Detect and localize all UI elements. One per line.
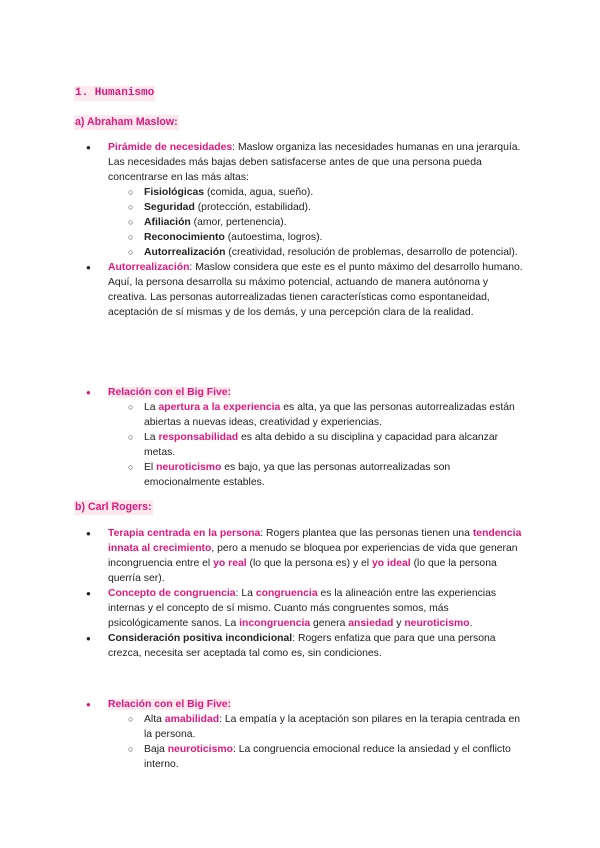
list-item: ○ Fisiológicas (comida, agua, sueño). xyxy=(144,185,523,200)
list-item: ○ La responsabilidad es alta debido a su disciplina y capacidad para alcanzar metas. xyxy=(144,430,523,460)
term: Pirámide de necesidades xyxy=(108,142,233,153)
list-item: ○ Afiliación (amor, pertenencia). xyxy=(144,215,523,230)
rogers-list xyxy=(108,526,523,661)
list-item: ○ Alta amabilidad: La empatía y la aceptación son pilares en la terapia centrada en la persona. xyxy=(144,712,523,742)
list-item: ○ La apertura a la experiencia es alta, ya que las personas autorrealizadas están abiertas a nuevas ideas, creatividad y experiencias. xyxy=(144,400,523,430)
list-item: ● Consideración positiva incondicional: Rogers enfatiza que para que una persona crezca, necesita ser aceptada tal como es, sin condiciones. xyxy=(108,631,523,661)
list-item: ○ El neuroticismo es bajo, ya que las personas autorrealizadas son emocionalmente estables. xyxy=(144,460,523,490)
needs-list xyxy=(108,185,523,260)
maslow-bigfive xyxy=(108,385,523,490)
term: Autorrealización xyxy=(108,262,190,273)
bigfive-heading: Relación con el Big Five: xyxy=(108,699,231,710)
bigfive-list xyxy=(108,712,523,772)
list-item: ○ Seguridad (protección, estabilidad). xyxy=(144,200,523,215)
maslow-list xyxy=(108,140,523,320)
section-heading: 1. Humanismo xyxy=(75,87,155,99)
text: : Maslow organiza las necesidades humanas en una jerarquía. Las necesidades más bajas deben satisfacerse antes de que una persona pueda concentrarse en las más altas: xyxy=(108,142,521,183)
list-item: ● Concepto de congruencia: La congruencia es la alineación entre las experiencias internas y el concepto de sí mismo. Cuanto más congruentes somos, más psicológicamente sanos. La incongruencia genera ansiedad y neuroticismo. xyxy=(108,586,523,631)
bigfive-list xyxy=(108,400,523,490)
rogers-bigfive xyxy=(108,697,523,772)
list-item: ● Terapia centrada en la persona: Rogers plantea que las personas tienen una tendencia innata al crecimiento, pero a menudo se bloquea por experiencias de vida que generan incongruencia entre el yo real (lo que la persona es) y el yo ideal (lo que la persona querría ser). xyxy=(108,526,523,586)
list-item xyxy=(108,140,523,260)
list-item: ○ Baja neuroticismo: La congruencia emocional reduce la ansiedad y el conflicto interno. xyxy=(144,742,523,772)
list-item xyxy=(108,385,523,490)
list-item xyxy=(108,260,523,320)
bigfive-heading: Relación con el Big Five: xyxy=(108,387,231,398)
list-item: ○ Autorrealización (creatividad, resolución de problemas, desarrollo de potencial). xyxy=(144,245,523,260)
list-item xyxy=(108,697,523,772)
rogers-heading: b) Carl Rogers: xyxy=(75,501,152,513)
text: : Maslow considera que este es el punto máximo del desarrollo humano. Aquí, la persona desarrolla su máximo potencial, actuando de manera autónoma y creativa. Las personas autorrealizadas tienen características como espontaneidad, aceptación de sí mismas y de los demás, y una percepción clara de la realidad. xyxy=(108,262,523,318)
maslow-heading: a) Abraham Maslow: xyxy=(75,116,178,128)
list-item: ○ Reconocimiento (autoestima, logros). xyxy=(144,230,523,245)
